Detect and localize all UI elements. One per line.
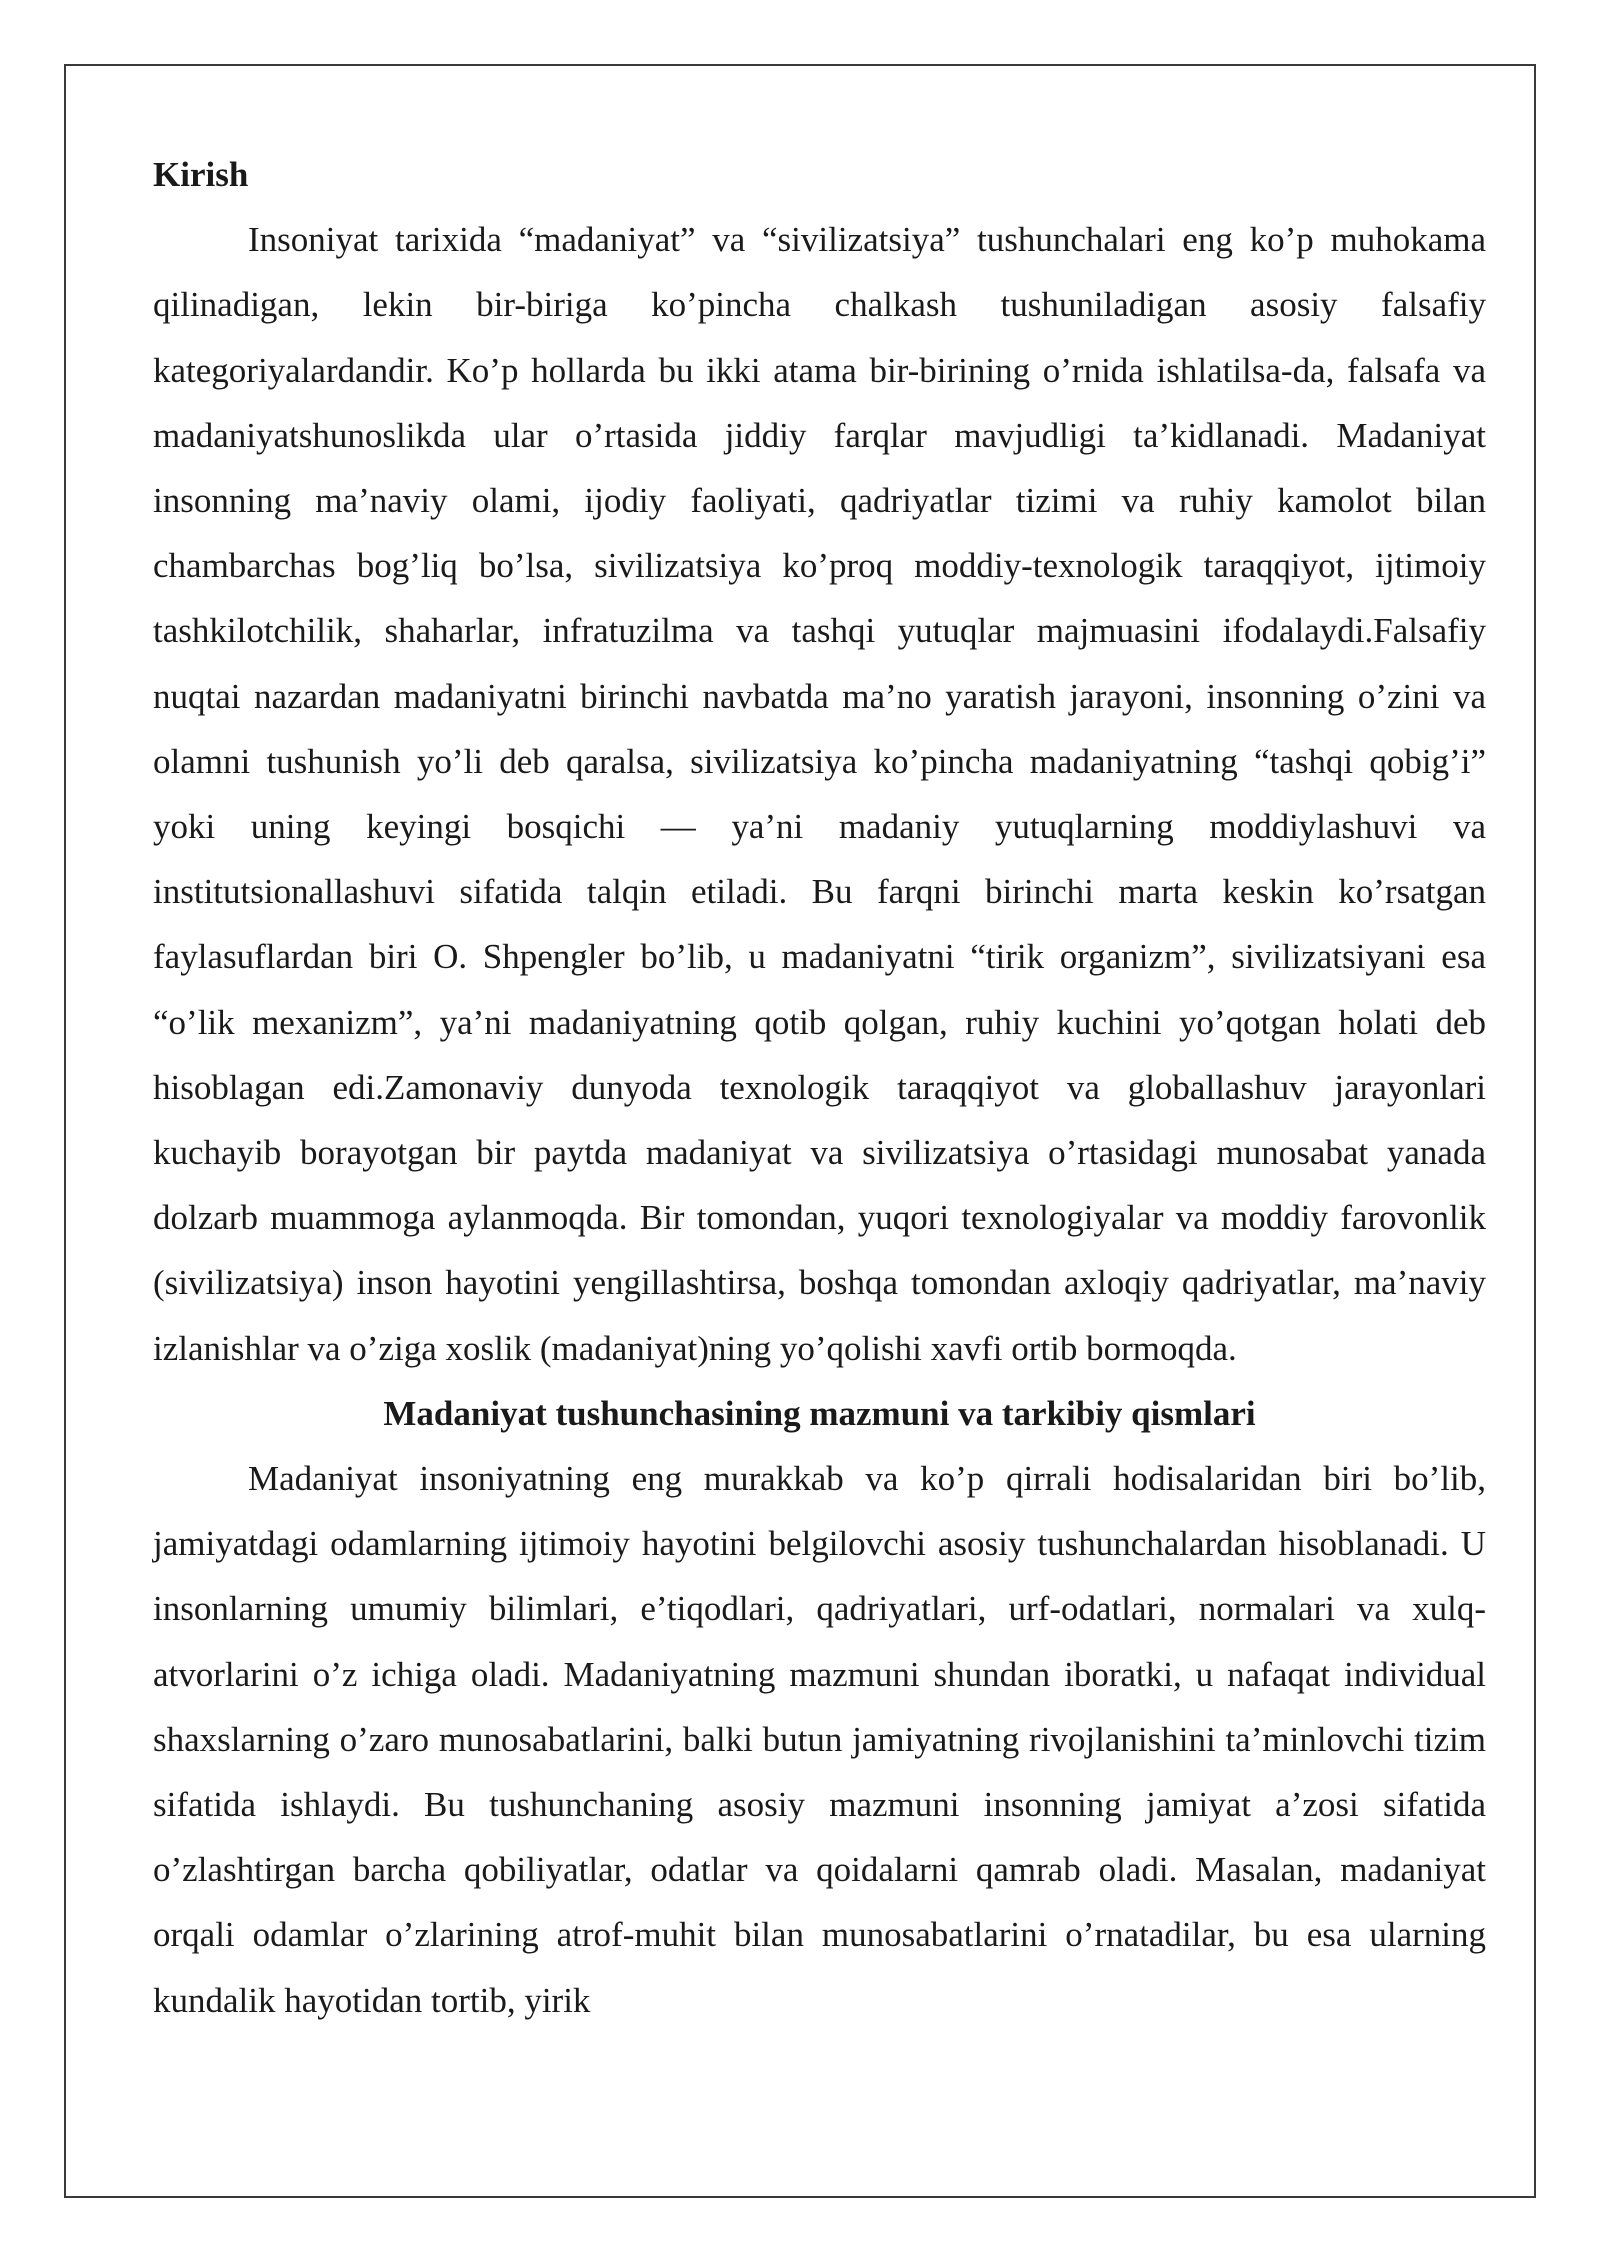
section-heading-kirish: Kirish — [153, 155, 249, 194]
document-body — [153, 142, 1486, 2033]
intro-paragraph: Insoniyat tarixida “madaniyat” va “sivilizatsiya” tushunchalari eng ko’p muhokama qilinadigan, lekin bir-biriga ko’pincha chalkash tushuniladigan asosiy falsafiy kategoriyalardandir. Ko’p hollarda bu ikki atama bir-birining o’rnida ishlatilsa-da, falsafa va madaniyatshunoslikda ular o’rtasida jiddiy farqlar mavjudligi ta’kidlanadi. Madaniyat insonning ma’naviy olami, ijodiy faoliyati, qadriyatlar tizimi va ruhiy kamolot bilan chambarchas bog’liq bo’lsa, sivilizatsiya ko’proq moddiy-texnologik taraqqiyot, ijtimoiy tashkilotchilik, shaharlar, infratuzilma va tashqi yutuqlar majmuasini ifodalaydi.Falsafiy nuqtai nazardan madaniyatni birinchi navbatda ma’no yaratish jarayoni, insonning o’zini va olamni tushunish yo’li deb qaralsa, sivilizatsiya ko’pincha madaniyatning “tashqi qobig’i” yoki uning keyingi bosqichi — ya’ni madaniy yutuqlarning moddiylashuvi va institutsionallashuvi sifatida talqin etiladi. Bu farqni birinchi marta keskin ko’rsatgan faylasuflardan biri O. Shpengler bo’lib, u madaniyatni “tirik organizm”, sivilizatsiyani esa “o’lik mexanizm”, ya’ni madaniyatning qotib qolgan, ruhiy kuchini yo’qotgan holati deb hisoblagan edi.Zamonaviy dunyoda texnologik taraqqiyot va globallashuv jarayonlari kuchayib borayotgan bir paytda madaniyat va sivilizatsiya o’rtasidagi munosabat yanada dolzarb muammoga aylanmoqda. Bir tomondan, yuqori texnologiyalar va moddiy farovonlik (sivilizatsiya) inson hayotini yengillashtirsa, boshqa tomondan axloqiy qadriyatlar, ma’naviy izlanishlar va o’ziga xoslik (madaniyat)ning yo’qolishi xavfi ortib bormoqda. — [153, 220, 1486, 1368]
section-heading-madaniyat: Madaniyat tushunchasining mazmuni va tarkibiy qismlari — [383, 1393, 1256, 1433]
madaniyat-paragraph: Madaniyat insoniyatning eng murakkab va ko’p qirrali hodisalaridan biri bo’lib, jamiyatdagi odamlarning ijtimoiy hayotini belgilovchi asosiy tushunchalardan hisoblanadi. U insonlarning umumiy bilimlari, e’tiqodlari, qadriyatlari, urf-odatlari, normalari va xulq-atvorlarini o’z ichiga oladi. Madaniyatning mazmuni shundan iboratki, u nafaqat individual shaxslarning o’zaro munosabatlarini, balki butun jamiyatning rivojlanishini ta’minlovchi tizim sifatida ishlaydi. Bu tushunchaning asosiy mazmuni insonning jamiyat a’zosi sifatida o’zlashtirgan barcha qobiliyatlar, odatlar va qoidalarni qamrab oladi. Masalan, madaniyat orqali odamlar o’zlarining atrof-muhit bilan munosabatlarini o’rnatadilar, bu esa ularning kundalik hayotidan tortib, yirik — [153, 1459, 1486, 2020]
